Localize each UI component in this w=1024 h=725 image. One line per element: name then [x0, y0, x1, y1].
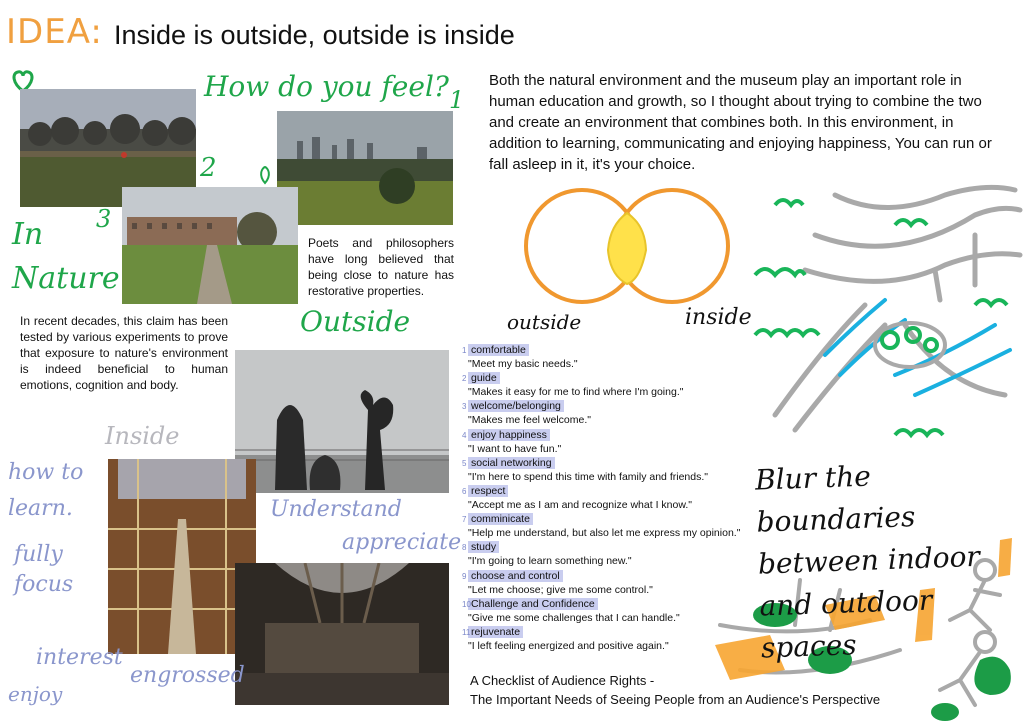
- sculptures-photo: [235, 350, 449, 493]
- marker-1: 1: [449, 86, 465, 114]
- natural-history-hall-photo: [235, 563, 449, 705]
- blur-boundaries-note: Blur the boundaries between indoor and outdoor spaces: [754, 459, 981, 665]
- in-nature-note: In Nature: [12, 217, 120, 296]
- list-item: "Help me understand, but also let me express my opinion.": [468, 527, 741, 540]
- appreciate-note: appreciate: [342, 530, 462, 555]
- venn-inside-label: inside: [685, 305, 752, 330]
- list-item: 2 guide: [468, 371, 758, 385]
- checklist-title-line-1: A Checklist of Audience Rights -: [470, 673, 655, 688]
- how-to-learn-note: how to learn.: [8, 460, 84, 521]
- list-item: "Let me choose; give me some control.": [468, 583, 653, 596]
- list-item: 8 study: [468, 540, 758, 554]
- enjoy-note: enjoy: [8, 682, 63, 706]
- list-item: 3 welcome/belonging: [468, 399, 758, 413]
- poets-paragraph: Poets and philosophers have long believed that being close to nature has restorative properties.: [308, 236, 454, 298]
- marker-2: 2: [200, 153, 217, 183]
- list-item: 5 social networking: [468, 456, 758, 470]
- intro-paragraph: Both the natural environment and the museum play an important role in human education and growth, so I thought about trying to combine the two and create an environment that combines both. In this environment, in addition to learning, communicating and enjoying happiness, You can run or fall asleep in it, it's your choice.: [489, 72, 992, 173]
- landscape-sketch: [745, 175, 1024, 455]
- list-item: 1 comfortable: [468, 343, 758, 357]
- inside-note: Inside: [105, 422, 180, 450]
- venn-diagram: [500, 180, 755, 315]
- header: [6, 12, 606, 56]
- list-item: "Meet my basic needs.": [468, 358, 578, 371]
- list-item: 10 Challenge and Confidence: [468, 597, 758, 611]
- checklist-title-line-2: The Important Needs of Seeing People from an Audience's Perspective: [470, 692, 881, 707]
- list-item: "Accept me as I am and recognize what I know.": [468, 499, 692, 512]
- interest-note: interest: [36, 645, 123, 670]
- engrossed-note: engrossed: [130, 663, 245, 688]
- list-item: 6 respect: [468, 484, 758, 498]
- list-item: "I'm going to learn something new.": [468, 555, 632, 568]
- list-item: "I want to have fun.": [468, 442, 562, 455]
- idea-label: IDEA:: [6, 12, 103, 52]
- green-leaf-doodle: [258, 165, 272, 185]
- list-item: 9 choose and control: [468, 569, 758, 583]
- museum-hall-photo: [108, 459, 256, 654]
- fully-focus-note: fully focus: [14, 542, 74, 597]
- list-item: "Give me some challenges that I can handle.": [468, 611, 680, 624]
- list-item: "I'm here to spend this time with family and friends.": [468, 470, 708, 483]
- list-item: "Makes it easy for me to find where I'm going.": [468, 386, 684, 399]
- list-item: 7 comminicate: [468, 512, 758, 526]
- list-item: 11 rejuvenate: [468, 625, 758, 639]
- how-do-you-feel-note: How do you feel?: [204, 70, 449, 103]
- street-photo: [122, 187, 298, 304]
- marker-3: 3: [96, 205, 112, 233]
- list-item: "Makes me feel welcome.": [468, 414, 591, 427]
- understand-note: Understand: [270, 497, 402, 522]
- recent-decades-paragraph: In recent decades, this claim has been tested by various experiments to prove that exposure to nature's environment is indeed beneficial to human emotions, cognition and body.: [20, 314, 228, 392]
- city-view-photo: [277, 111, 453, 225]
- outside-note: Outside: [300, 305, 411, 338]
- list-item: 4 enjoy happiness: [468, 428, 758, 442]
- list-item: "I left feeling energized and positive again.": [468, 639, 669, 652]
- venn-outside-label: outside: [507, 310, 582, 334]
- page-title: Inside is outside, outside is inside: [114, 20, 515, 50]
